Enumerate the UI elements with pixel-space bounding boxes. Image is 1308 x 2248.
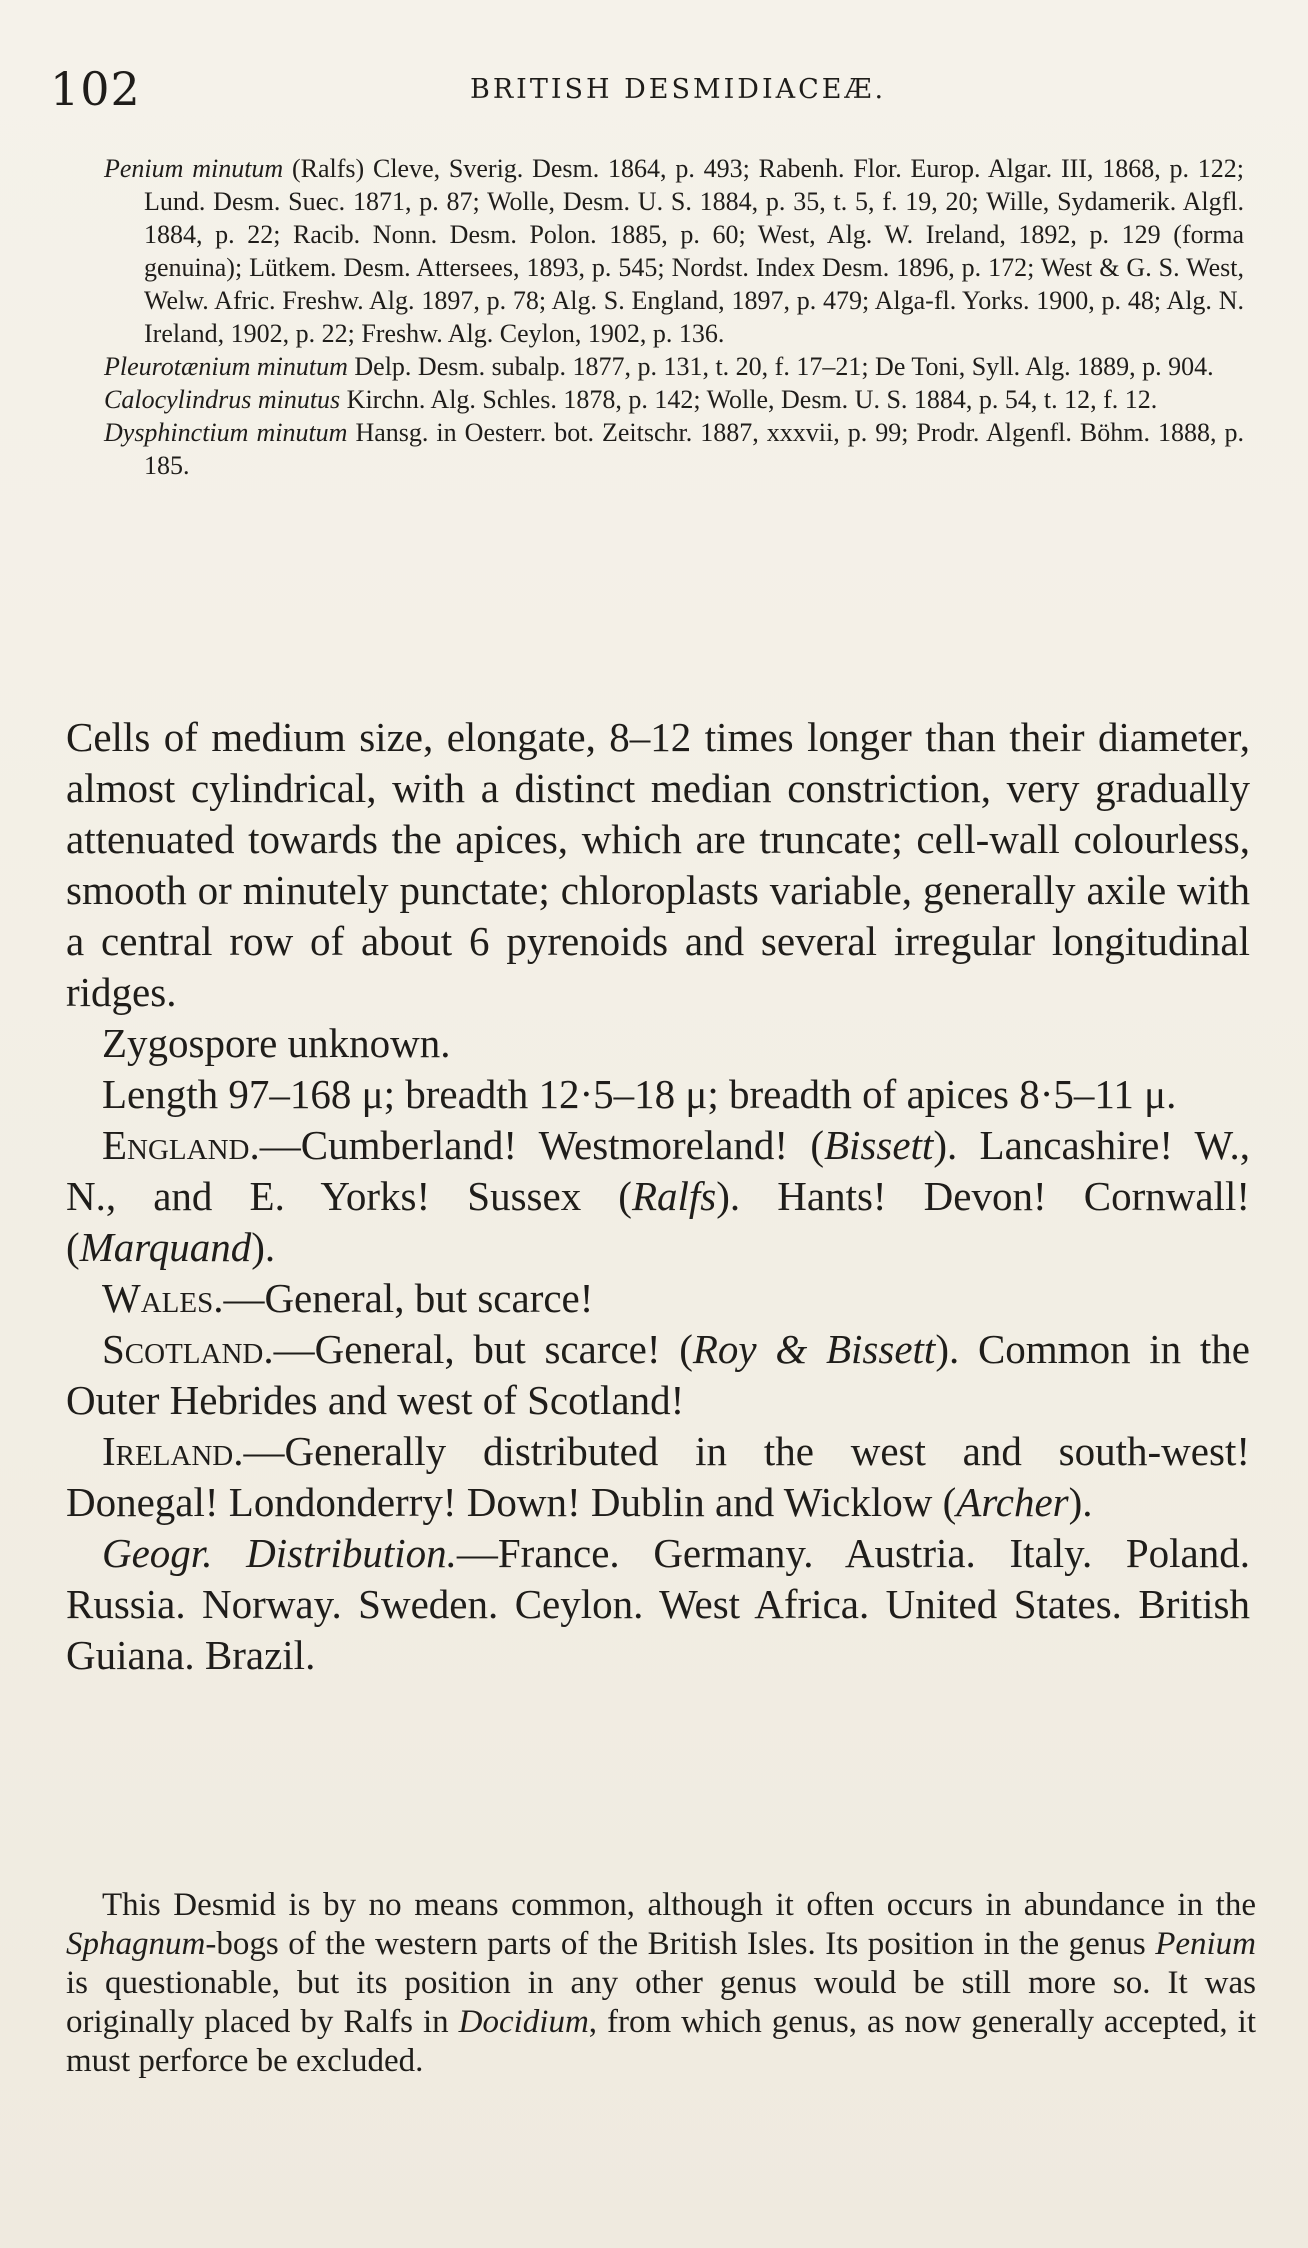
- distribution-ireland: [66, 1426, 1250, 1528]
- distribution-text: ). Lancashire! W., N., and E. Yorks! Sussex (: [66, 1122, 1250, 1219]
- synonymy-entry: [104, 416, 1244, 482]
- distribution-text: —Generally distributed in the west and south-west! Donegal! Londonderry! Down! Dublin and Wicklow (: [66, 1428, 1250, 1525]
- distribution-scotland: [66, 1324, 1250, 1426]
- geographic-distribution: [66, 1528, 1250, 1681]
- genus-name: Docidium: [458, 2004, 589, 2040]
- region-label: Scotland.: [102, 1326, 274, 1372]
- genus-name: Penium: [1155, 1926, 1256, 1962]
- synonym-citation: (Ralfs) Cleve, Sverig. Desm. 1864, p. 493; Rabenh. Flor. Europ. Algar. III, 1868, p. 122; Lund. Desm. Suec. 1871, p. 87; Wolle, Desm. U. S. 1884, p. 35, t. 5, f. 19, 20; Wille, Sydamerik. Algfl. 1884, p. 22; Racib. Nonn. Desm. Polon. 1885, p. 60; West, Alg. W. Ireland, 1892, p. 129 (forma genuina); Lütkem. Desm. Attersees, 1893, p. 545; Nordst. Index Desm. 1896, p. 172; West & G. S. West, Welw. Afric. Freshw. Alg. 1897, p. 78; Alg. S. England, 1897, p. 479; Alga-fl. Yorks. 1900, p. 48; Alg. N. Ireland, 1902, p. 22; Freshw. Alg. Ceylon, 1902, p. 136.: [144, 154, 1244, 348]
- distribution-text: ). Hants! Devon! Cornwall! (: [66, 1173, 1250, 1270]
- running-head: BRITISH DESMIDIACEÆ.: [470, 74, 887, 105]
- synonym-name: Dysphinctium minutum: [104, 418, 348, 447]
- collector-name: Roy & Bissett: [692, 1326, 936, 1372]
- synonymy-entry: [104, 152, 1244, 350]
- cell-description: Cells of medium size, elongate, 8–12 times longer than their diameter, almost cylindrical, with a distinct median constriction, very gradually attenuated towards the apices, which are truncate; cell-wall colourless, smooth or minutely punctate; chloroplasts variable, generally axile with a central row of about 6 pyrenoids and several irregular longitudinal ridges.: [66, 714, 1250, 1015]
- dimensions: Length 97–168 μ; breadth 12·5–18 μ; breadth of apices 8·5–11 μ.: [102, 1071, 1177, 1117]
- region-label: England.: [102, 1122, 260, 1168]
- synonymy-entry: [104, 383, 1244, 416]
- page-number: 102: [50, 62, 141, 116]
- page-header: [50, 62, 1270, 122]
- region-label: Wales.: [102, 1275, 224, 1321]
- distribution-text: ).: [1068, 1479, 1093, 1525]
- distribution-text: ).: [251, 1224, 276, 1270]
- collector-name: Marquand: [79, 1224, 252, 1270]
- remarks-segment: , from which genus, as now generally accepted, it must perforce be excluded.: [66, 2004, 1256, 2079]
- collector-name: Bissett: [824, 1122, 934, 1168]
- zygospore-note: Zygospore unknown.: [102, 1020, 451, 1066]
- remarks-segment: This Desmid is by no means common, although it often occurs in abundance in the: [102, 1887, 1256, 1923]
- species-description: [66, 712, 1250, 1681]
- synonym-name: Calocylindrus minutus: [104, 385, 341, 414]
- distribution-england: [66, 1120, 1250, 1273]
- distribution-text: ). Common in the Outer Hebrides and west of Scotland!: [66, 1326, 1250, 1423]
- synonym-name: Pleurotænium minutum: [104, 352, 348, 381]
- geogr-label: Geogr. Distribution.: [102, 1530, 457, 1576]
- region-label: Ireland.: [102, 1428, 244, 1474]
- collector-name: Archer: [956, 1479, 1069, 1525]
- synonym-name: Penium minutum: [104, 154, 284, 183]
- remarks-paragraph: [66, 1886, 1256, 2081]
- distribution-wales: [66, 1273, 1250, 1324]
- collector-name: Ralfs: [631, 1173, 717, 1219]
- distribution-text: —General, but scarce! (: [273, 1326, 693, 1372]
- distribution-text: —France. Germany. Austria. Italy. Poland. Russia. Norway. Sweden. Ceylon. West Africa. United States. British Guiana. Brazil.: [66, 1530, 1250, 1678]
- synonym-citation: Kirchn. Alg. Schles. 1878, p. 142; Wolle, Desm. U. S. 1884, p. 54, t. 12, f. 12.: [340, 385, 1158, 414]
- distribution-text: —Cumberland! Westmoreland! (: [259, 1122, 824, 1168]
- synonymy-list: [104, 152, 1244, 482]
- synonymy-entry: [104, 350, 1244, 383]
- distribution-text: —General, but scarce!: [223, 1275, 594, 1321]
- synonym-citation: Hansg. in Oesterr. bot. Zeitschr. 1887, xxxvii, p. 99; Prodr. Algenfl. Böhm. 1888, p. 185.: [144, 418, 1245, 480]
- remarks-segment: is questionable, but its position in any other genus would be still more so. It was originally placed by Ralfs in: [66, 1965, 1256, 2040]
- remarks-segment: -bogs of the western parts of the British Isles. Its position in the genus: [205, 1926, 1156, 1962]
- remarks-text: [66, 1886, 1256, 2081]
- synonym-citation: Delp. Desm. subalp. 1877, p. 131, t. 20, f. 17–21; De Toni, Syll. Alg. 1889, p. 904.: [347, 352, 1214, 381]
- genus-name: Sphagnum: [66, 1926, 206, 1962]
